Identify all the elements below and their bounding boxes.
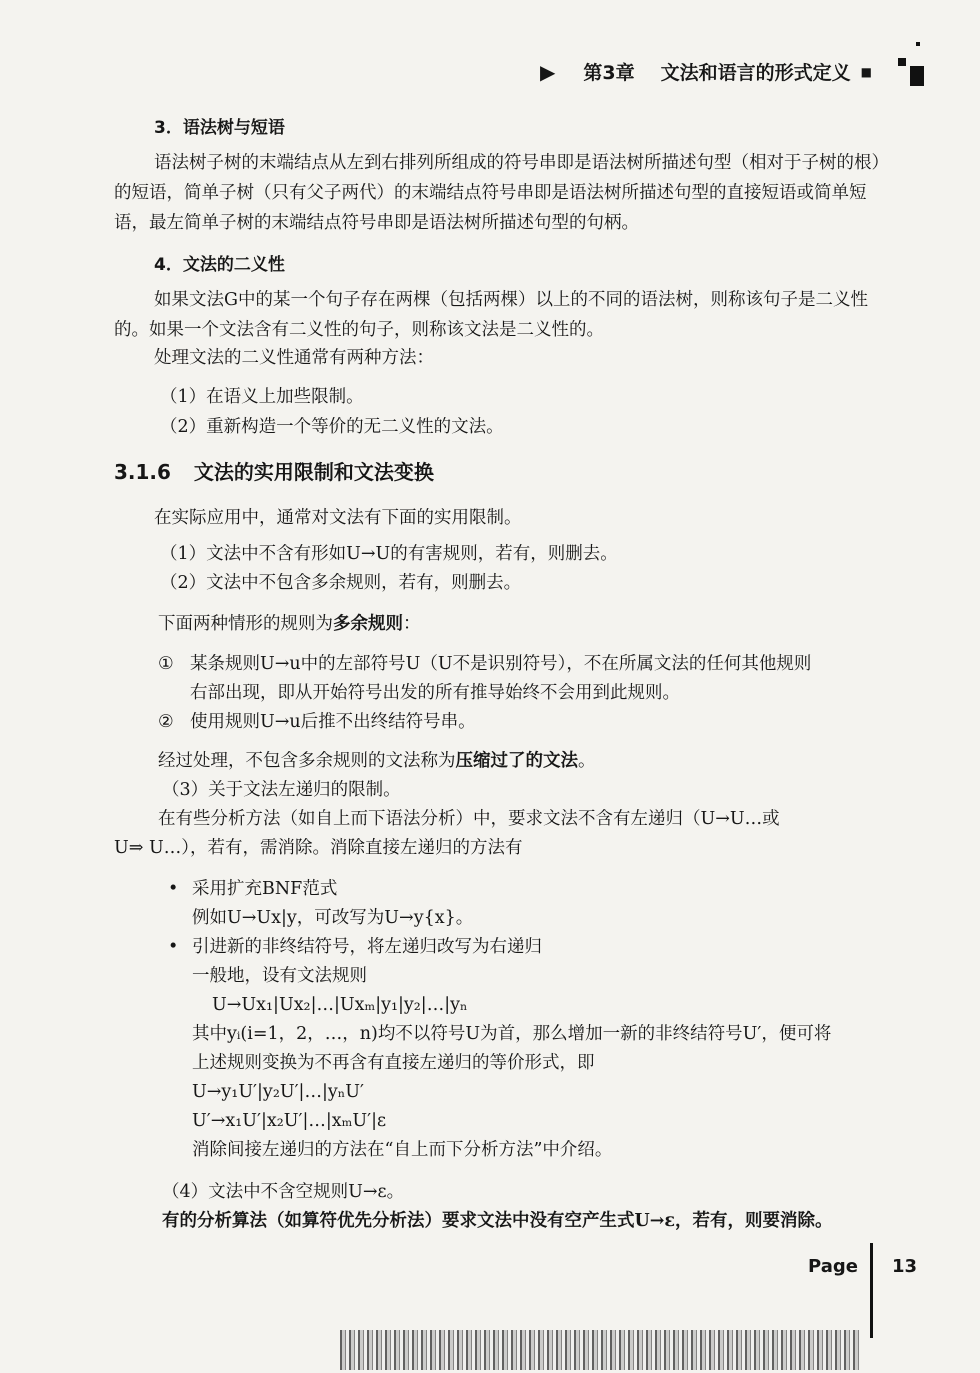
grammar-rule: U→Ux₁|Ux₂|…|Uxₘ|y₁|y₂|…|yₙ (212, 995, 468, 1015)
restriction-4-text: 有的分析算法（如算符优先分析法）要求文法中没有空产生式U→ε，若有，则要消除。 (162, 1211, 833, 1231)
bullet-icon: • (168, 879, 179, 899)
restriction-3: （3）关于文法左递归的限制。 (162, 780, 401, 800)
bullet-2: 引进新的非终结符号，将左递归改写为右递归 (192, 937, 542, 957)
bullet-2-line2: 上述规则变换为不再含有直接左递归的等价形式，即 (192, 1053, 595, 1073)
heading-ambiguity: 4．文法的二义性 (154, 255, 285, 275)
scan-noise-strip (340, 1330, 860, 1370)
footer-divider (870, 1243, 873, 1338)
chapter-number: 第3章 (583, 62, 635, 84)
left-recursion-line2: U⇒ U…），若有，需消除。消除直接左递归的方法有 (114, 838, 523, 858)
term-redundant-rules: 多余规则 (333, 614, 403, 634)
case-1-line1: 某条规则U→u中的左部符号U（U不是识别符号），不在所属文法的任何其他规则 (190, 654, 812, 674)
bullet-icon: • (168, 937, 179, 957)
restriction-4: （4）文法中不含空规则U→ε。 (162, 1182, 405, 1202)
section-number: 3.1.6 (114, 460, 171, 484)
heading-syntax-tree: 3．语法树与短语 (154, 118, 285, 138)
case-1-line2: 右部出现，即从开始符号出发的所有推导始终不会用到此规则。 (190, 683, 680, 703)
restrictions-intro: 在实际应用中，通常对文法有下面的实用限制。 (154, 508, 522, 528)
case-2-text: 使用规则U→u后推不出终结符号串。 (190, 712, 476, 732)
corner-mark-icon (898, 58, 906, 66)
methods-intro: 处理文法的二义性通常有两种方法： (154, 348, 434, 368)
method-1: （1）在语义上加些限制。 (160, 387, 364, 407)
bullet-2-general: 一般地，设有文法规则 (192, 966, 367, 986)
case-1-number: ① (158, 654, 174, 674)
term-compressed-grammar: 压缩过了的文法 (455, 751, 578, 771)
paragraph-syntax-tree: 语法树子树的末端结点从左到右排列所组成的符号串即是语法树所描述句型（相对于子树的根）的短语，简单子树（只有父子两代）的末端结点符号串即是语法树所描述句型的直接短语或简单短语，最左简单子树的末端结点符号串即是语法树所描述句型的句柄。 (114, 153, 889, 233)
square-bullet-icon: ■ (860, 64, 872, 79)
section-title: 文法的实用限制和文法变换 (193, 460, 434, 484)
redundant-rules-intro: 下面两种情形的规则为多余规则： (158, 614, 421, 634)
triangle-icon: ▶ (540, 59, 556, 84)
indirect-recursion-note: 消除间接左递归的方法在“自上而下分析方法”中介绍。 (192, 1140, 613, 1160)
restriction-1: （1）文法中不含有形如U→U的有害规则，若有，则删去。 (160, 544, 618, 564)
method-2: （2）重新构造一个等价的无二义性的文法。 (160, 417, 504, 437)
paragraph-ambiguity: 如果文法G中的某一个句子存在两棵（包括两棵）以上的不同的语法树，则称该句子是二义性的。如果一个文法含有二义性的句子，则称该文法是二义性的。 (114, 290, 868, 340)
case-2-number: ② (158, 712, 174, 732)
corner-dot-icon (916, 42, 920, 46)
page-number: 13 (892, 1256, 918, 1277)
compressed-grammar-text: 经过处理，不包含多余规则的文法称为压缩过了的文法。 (158, 751, 596, 771)
section-heading (114, 456, 434, 485)
left-recursion-line1: 在有些分析方法（如自上而下语法分析）中，要求文法不含有左递归（U→U…或 (158, 809, 780, 829)
running-header (540, 58, 872, 85)
restriction-2: （2）文法中不包含多余规则，若有，则删去。 (160, 573, 522, 593)
bullet-1-example: 例如U→Ux|y，可改写为U→y{x}。 (192, 908, 474, 928)
bullet-1: 采用扩充BNF范式 (192, 879, 338, 899)
bullet-2-line1: 其中yᵢ(i=1，2，…，n)均不以符号U为首，那么增加一新的非终结符号U′，便可将 (192, 1024, 832, 1044)
page-label: Page (808, 1256, 858, 1277)
chapter-title: 文法和语言的形式定义 (660, 62, 851, 84)
formula-2: U′→x₁U′|x₂U′|…|xₘU′|ε (192, 1111, 387, 1131)
corner-block-icon (910, 66, 924, 86)
formula-1: U→y₁U′|y₂U′|…|yₙU′ (192, 1082, 365, 1102)
